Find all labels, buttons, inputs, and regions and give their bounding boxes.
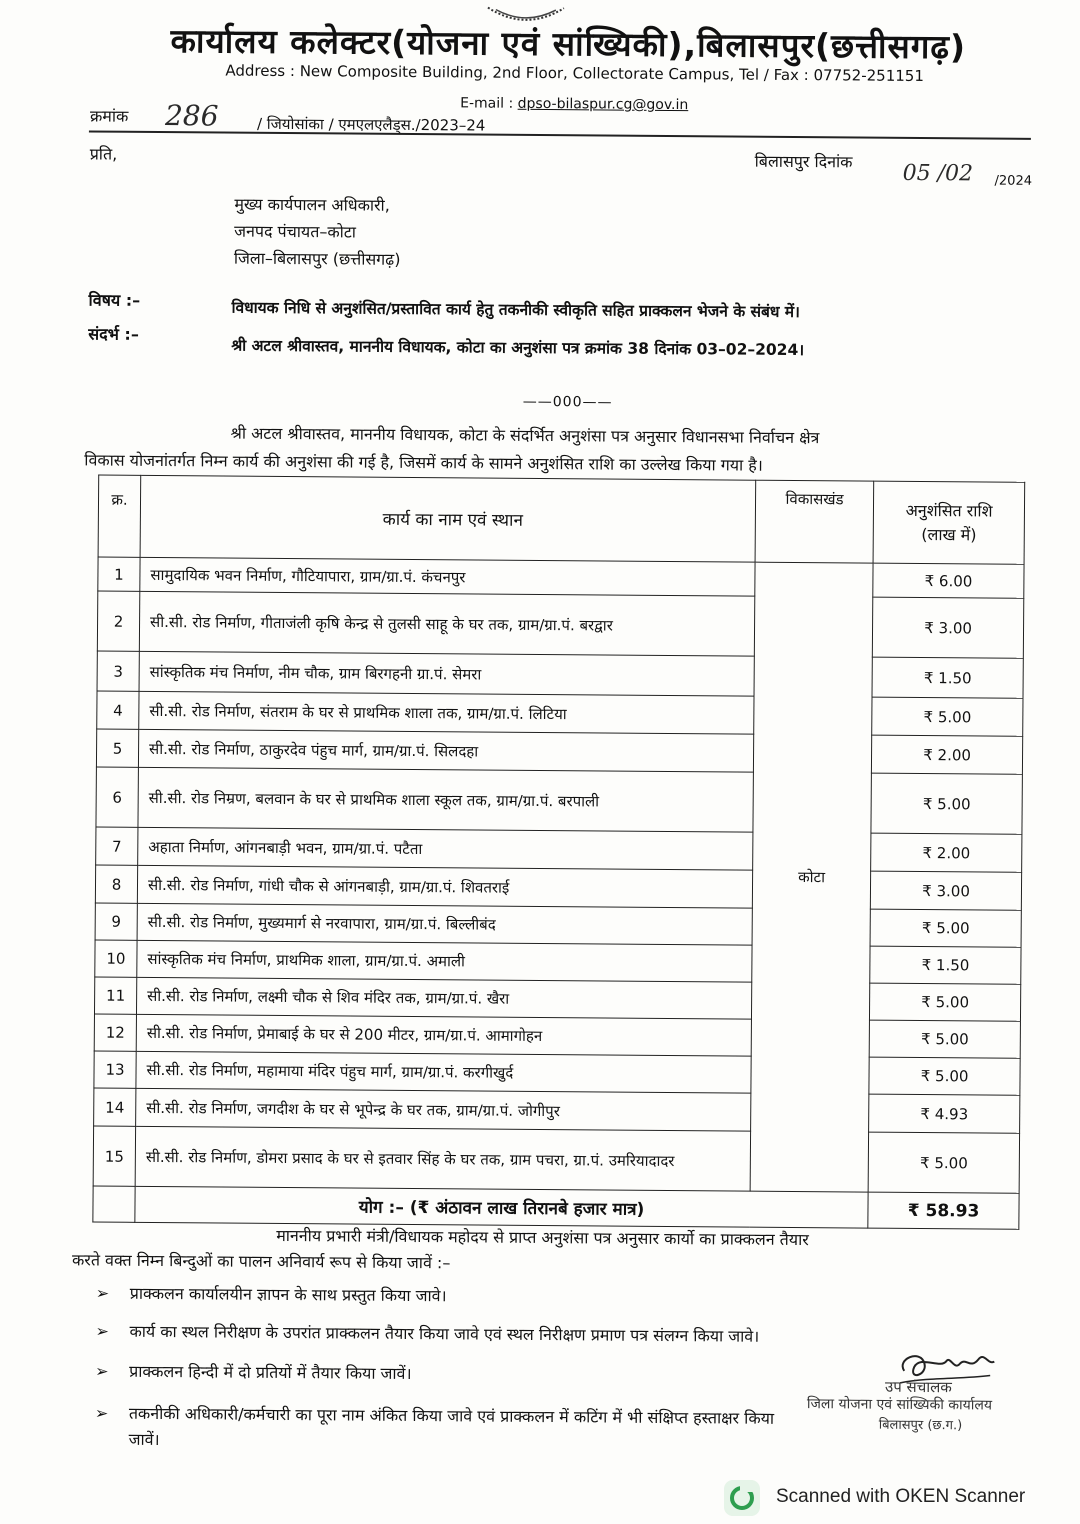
row-work-name: अहाता निर्माण, आंगनबाड़ी भवन, ग्राम/ग्रा.पं. पटैता [138, 827, 753, 870]
row-serial: 12 [94, 1014, 136, 1051]
scanner-watermark-text: Scanned with OKEN Scanner [776, 1486, 1026, 1507]
notes-line-1: माननीय प्रभारी मंत्री/विधायक महोदय से प्राप्त अनुशंसा पत्र अनुसार कार्यो का प्राक्कलन तैयार [276, 1225, 809, 1250]
row-amount: ₹ 2.00 [872, 735, 1023, 774]
reference-context-label: संदर्भ :– [88, 324, 139, 344]
row-work-name: सी.सी. रोड निर्माण, प्रेमाबाई के घर से 200 मीटर, ग्राम/ग्रा.पं. आमागोहन [136, 1014, 751, 1056]
total-amount: ₹ 58.93 [868, 1192, 1019, 1229]
total-blank-cell [93, 1186, 135, 1222]
row-amount: ₹ 2.00 [871, 833, 1022, 872]
table-header-row [98, 475, 1025, 564]
row-work-name: सांस्कृतिक मंच निर्माण, प्राथमिक शाला, ग्राम/ग्रा.पं. अमाली [137, 940, 752, 982]
bullet-arrow-icon: ➢ [95, 1361, 109, 1381]
row-amount: ₹ 4.93 [869, 1094, 1020, 1133]
table-row [96, 767, 1022, 834]
block-cell: कोटा [750, 562, 873, 1192]
addressee-block [234, 191, 401, 273]
row-serial: 2 [97, 591, 139, 651]
row-amount: ₹ 5.00 [870, 983, 1021, 1021]
list-item-text: तकनीकी अधिकारी/कर्मचारी का पूरा नाम अंकित किया जावे एवं प्राक्कलन में कटिंग में भी संक्षिप्त हस्ताक्षर किया [128, 1403, 775, 1428]
row-serial: 7 [96, 827, 138, 865]
row-amount: ₹ 5.00 [870, 909, 1021, 947]
row-serial: 14 [94, 1088, 136, 1126]
list-item [96, 1282, 447, 1307]
works-table [92, 475, 1025, 1230]
table-row [97, 591, 1023, 658]
office-address: Address : New Composite Building, 2nd Floor, Collectorate Campus, Tel / Fax : 07752-251151 [225, 61, 924, 85]
scanner-watermark [724, 1478, 1074, 1518]
reference-context-text: श्री अटल श्रीवास्तव, माननीय विधायक, कोटा का अनुशंसा पत्र क्रमांक 38 दिनांक 03–02–2024। [231, 336, 805, 360]
list-item [95, 1402, 774, 1429]
stamp-location: बिलासपुर (छ.ग.) [878, 1417, 963, 1434]
office-title: कार्यालय कलेक्टर(योजना एवं सांख्यिकी),बिलासपुर(छत्तीसगढ़) [170, 21, 967, 67]
row-amount: ₹ 1.50 [872, 657, 1023, 698]
oken-scanner-logo-icon [724, 1480, 760, 1516]
bullet-arrow-icon: ➢ [95, 1321, 109, 1341]
row-serial: 4 [97, 691, 139, 729]
header-serial: क्र. [98, 475, 141, 557]
date-label: बिलासपुर दिनांक [754, 151, 853, 172]
row-work-name: सांस्कृतिक मंच निर्माण, नीम चौक, ग्राम बिरगहनी ग्रा.पं. सेमरा [139, 651, 754, 696]
list-item [95, 1360, 412, 1384]
addressee-line: जनपद पंचायत–कोटा [234, 221, 357, 242]
email-address: dpso-bilaspur.cg@gov.in [517, 95, 689, 114]
header-amount [873, 481, 1024, 564]
reference-number-handwritten: 286 [164, 99, 219, 133]
date-year: /2024 [994, 173, 1033, 189]
row-serial: 13 [94, 1051, 136, 1088]
row-work-name: सी.सी. रोड निर्माण, लक्ष्मी चौक से शिव मंदिर तक, ग्राम/ग्रा.पं. खैरा [137, 977, 752, 1019]
row-serial: 15 [93, 1126, 135, 1186]
list-item-text: प्राक्कलन कार्यालयीन ज्ञापन के साथ प्रस्तुत किया जावे। [129, 1283, 447, 1306]
intro-line-2: विकास योजनांतर्गत निम्न कार्य की अनुशंसा की गई है, जिसमें कार्य के सामने अनुशंसित राशि का उल्लेख किया गया है। [84, 450, 763, 475]
row-amount: ₹ 5.00 [871, 773, 1022, 834]
row-serial: 8 [95, 865, 137, 903]
row-serial: 9 [95, 903, 137, 940]
addressee-line: जिला–बिलासपुर (छत्तीसगढ़) [233, 248, 401, 269]
row-work-name: सामुदायिक भवन निर्माण, गौटियापारा, ग्राम/ग्रा.पं. कंचनपुर [140, 557, 755, 596]
reference-code: / जियोसांका / एमएलएलैड्स./2023–24 [256, 114, 486, 135]
row-work-name: सी.सी. रोड निर्माण, ठाकुरदेव पंहुच मार्ग, ग्राम/ग्रा.पं. सिलदहा [138, 729, 753, 772]
row-amount: ₹ 5.00 [872, 697, 1023, 736]
row-amount: ₹ 1.50 [870, 946, 1021, 984]
total-label: योग :– (₹ अंठावन लाख तिरानबे हजार मात्र) [135, 1186, 868, 1228]
row-work-name: सी.सी. रोड निर्माण, संतराम के घर से प्राथमिक शाला तक, ग्राम/ग्रा.पं. लिटिया [139, 691, 754, 734]
to-label: प्रति, [89, 144, 118, 164]
header-amount-unit: (लाख में) [921, 524, 977, 544]
row-amount: ₹ 3.00 [871, 871, 1022, 910]
table-row [93, 1126, 1019, 1193]
row-work-name: सी.सी. रोड निर्माण, मुख्यमार्ग से नरवापारा, ग्राम/ग्रा.पं. बिल्लीबंद [137, 903, 752, 945]
notes-line-2: करते वक्त निम्न बिन्दुओं का पालन अनिवार्य रूप से किया जावें :– [71, 1250, 451, 1273]
row-serial: 6 [96, 767, 138, 827]
row-work-name: सी.सी. रोड निर्माण, महामाया मंदिर पंहुच मार्ग, ग्राम/ग्रा.पं. करगीखुर्द [136, 1051, 751, 1093]
header-amount-label: अनुशंसित राशि [905, 500, 993, 521]
row-serial: 10 [95, 940, 137, 977]
row-serial: 3 [97, 651, 139, 691]
stamp-designation: उप संचालक [885, 1377, 952, 1397]
intro-line-1: श्री अटल श्रीवास्तव, माननीय विधायक, कोटा के संदर्भित अनुशंसा पत्र अनुसार विधानसभा निर्वाचन क्षेत्र [230, 423, 820, 448]
row-serial: 11 [94, 977, 136, 1014]
header-work-name: कार्य का नाम एवं स्थान [140, 475, 755, 562]
subject-label: विषय :– [88, 290, 141, 310]
header-divider [89, 130, 1031, 139]
reference-label: क्रमांक [89, 106, 129, 126]
row-amount: ₹ 6.00 [873, 563, 1024, 598]
bullet-arrow-icon: ➢ [95, 1283, 110, 1303]
table-total-row [93, 1186, 1019, 1229]
subject-text: विधायक निधि से अनुशंसित/प्रस्तावित कार्य हेतु तकनीकी स्वीकृति सहित प्राक्कलन भेजने के संबंध में। [231, 298, 801, 322]
row-work-name: सी.सी. रोड निम्रण, बलवान के घर से प्राथमिक शाला स्कूल तक, ग्राम/ग्रा.पं. बरपाली [138, 767, 753, 832]
addressee-line: मुख्य कार्यपालन अधिकारी, [234, 194, 390, 215]
row-amount: ₹ 3.00 [873, 597, 1024, 658]
list-item-continuation: जावें। [128, 1429, 160, 1450]
email-label: E-mail : [460, 95, 518, 112]
row-amount: ₹ 5.00 [868, 1132, 1019, 1193]
row-amount: ₹ 5.00 [869, 1057, 1020, 1095]
list-item-text: कार्य का स्थल निरीक्षण के उपरांत प्राक्कलन तैयार किया जावे एवं स्थल निरीक्षण प्रमाण पत्र संलग्न किया जावे। [129, 1321, 760, 1346]
row-serial: 5 [96, 729, 138, 767]
date-handwritten: 05 /02 [902, 160, 974, 187]
office-email-line [460, 95, 688, 113]
separator: ——000—— [522, 393, 613, 411]
header-block: विकासखंड [755, 480, 874, 563]
row-work-name: सी.सी. रोड निर्माण, जगदीश के घर से भूपेन्द्र के घर तक, ग्राम/ग्रा.पं. जोगीपुर [136, 1088, 751, 1131]
bullet-arrow-icon: ➢ [94, 1403, 109, 1423]
row-work-name: सी.सी. रोड निर्माण, डोमरा प्रसाद के घर से इतवार सिंह के घर तक, ग्राम पचरा, ग्रा.पं. उमरियादादर [135, 1126, 750, 1191]
row-work-name: सी.सी. रोड निर्माण, गीताजंली कृषि केन्द्र से तुलसी साहू के घर तक, ग्राम/ग्रा.पं. बरद्वार [139, 591, 754, 656]
row-serial: 1 [98, 557, 140, 591]
row-work-name: सी.सी. रोड निर्माण, गांधी चौक से आंगनबाड़ी, ग्राम/ग्रा.पं. शिवतराई [137, 865, 752, 908]
row-amount: ₹ 5.00 [869, 1020, 1020, 1058]
list-item [95, 1320, 759, 1347]
list-item-text: प्राक्कलन हिन्दी में दो प्रतियों में तैयार किया जावें। [129, 1361, 412, 1384]
stamp-office: जिला योजना एवं सांख्यिकी कार्यालय [806, 1396, 993, 1414]
